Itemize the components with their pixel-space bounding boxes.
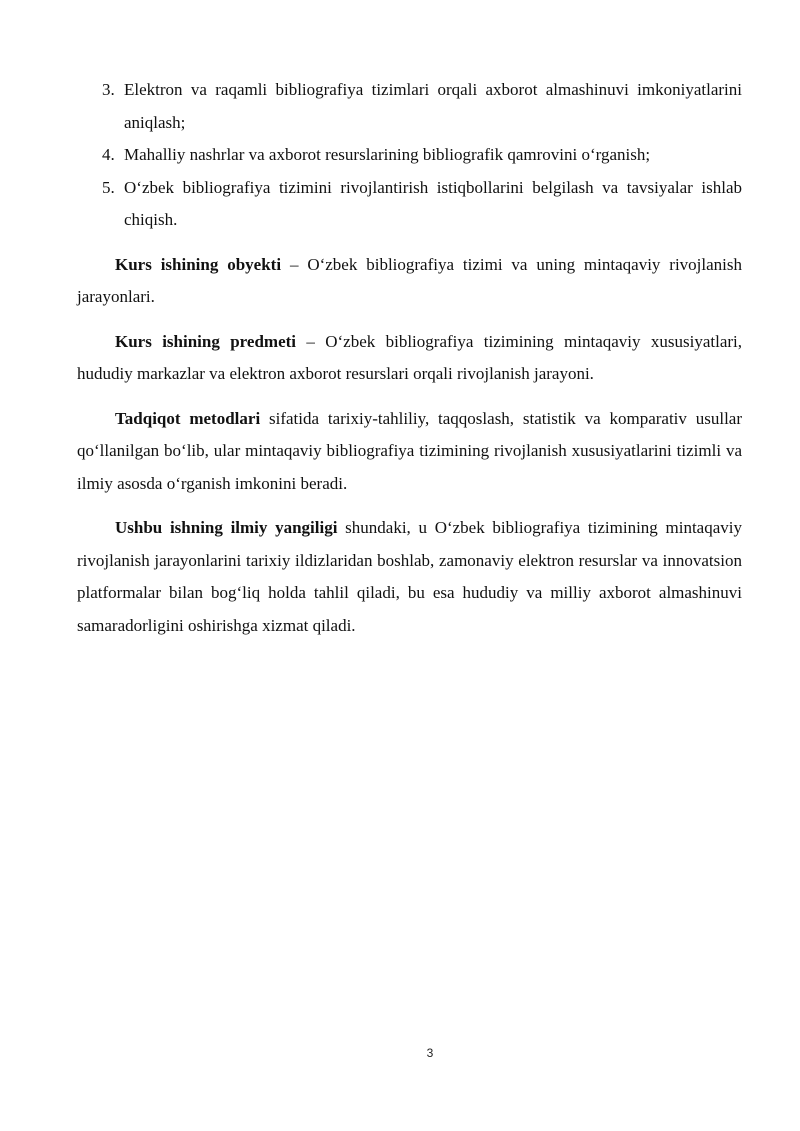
paragraph-subject (77, 326, 742, 391)
list-item (77, 172, 742, 237)
paragraph-object (77, 249, 742, 314)
page-number: 3 (426, 1046, 434, 1060)
list-item-text: O‘zbek bibliografiya tizimini rivojlantirish istiqbollarini belgilash va tavsiyalar ishlab chiqish. (124, 177, 742, 229)
list-item-number: 4. (102, 145, 115, 164)
paragraph-text: – O‘zbek bibliografiya tizimining mintaqaviy xususiyatlari, hududiy markazlar va elektron axborot resurslari orqali rivojlanish jarayoni. (77, 331, 742, 383)
objectives-list (77, 74, 742, 237)
paragraph-methods (77, 403, 742, 501)
paragraph-text: shundaki, u O‘zbek bibliografiya tizimining mintaqaviy rivojlanish jarayonlarini tarixiy ildizlaridan boshlab, zamonaviy elektron resurslar va innovatsion platformalar bilan bog‘liq holda tahlil qiladi, bu esa hududiy va milliy axborot almashinuvi samaradorligini oshirishga xizmat qiladi. (77, 518, 742, 635)
page-content (77, 74, 742, 642)
paragraph-term: Tadqiqot metodlari (115, 408, 261, 428)
list-item-number: 3. (102, 80, 115, 99)
list-item-text: Elektron va raqamli bibliografiya tizimlari orqali axborot almashinuvi imkoniyatlarini aniqlash; (124, 80, 742, 132)
paragraph-term: Kurs ishining predmeti (115, 331, 296, 351)
list-item (77, 139, 742, 172)
list-item-text: Mahalliy nashrlar va axborot resurslarining bibliografik qamrovini o‘rganish; (124, 145, 651, 164)
list-item (77, 74, 742, 139)
paragraph-text: sifatida tarixiy-tahliliy, taqqoslash, statistik va komparativ usullar qo‘llanilgan bo‘lib, ular mintaqaviy bibliografiya tizimining rivojlanish xususiyatlarini tizimli va ilmiy asosda o‘rganish imkonini beradi. (77, 408, 742, 493)
list-item-number: 5. (102, 177, 115, 197)
paragraph-novelty (77, 512, 742, 642)
paragraph-term: Kurs ishining obyekti (115, 254, 282, 274)
paragraph-term: Ushbu ishning ilmiy yangiligi (115, 518, 338, 537)
paragraph-text: – O‘zbek bibliografiya tizimi va uning mintaqaviy rivojlanish jarayonlari. (77, 254, 743, 306)
